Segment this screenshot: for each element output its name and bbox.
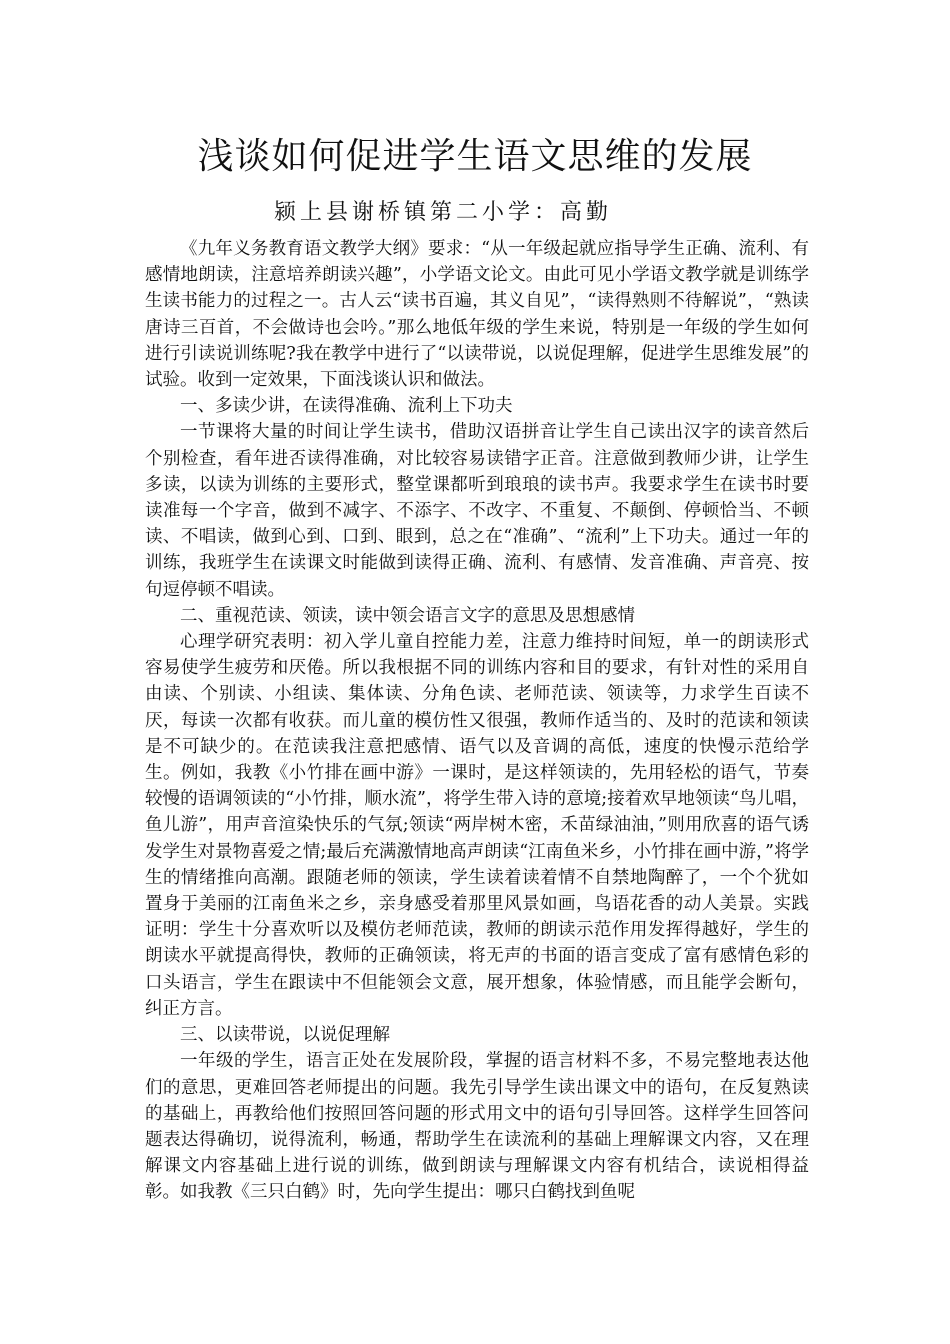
- author-line: 颍上县谢桥镇第二小学：高勤: [274, 200, 613, 225]
- article-body: [145, 236, 809, 1206]
- section-heading-3: 三、以读带说，以说促理解: [180, 1025, 390, 1046]
- section-heading-2: 二、重视范读、领读，读中领会语言文字的意思及思想感情: [180, 605, 635, 626]
- section-heading-1: 一、多读少讲，在读得准确、流利上下功夫: [180, 396, 513, 417]
- section-paragraph-3: 一年级的学生，语言正处在发展阶段，掌握的语言材料不多，不易完整地表达他们的意思，更难回答老师提出的问题。我先引导学生读出课文中的语句，在反复熟读的基础上，再教给他们按照回答问题的形式用文中的语句引导回答。这样学生回答问题表达得确切，说得流利，畅通，帮助学生在读流利的基础上理解课文内容，又在理解课文内容基础上进行说的训练，做到朗读与理解课文内容有机结合，读说相得益彰。如我教《三只白鹤》时，先向学生提出：哪只白鹤找到鱼呢: [145, 1051, 809, 1203]
- page-title: 浅谈如何促进学生语文思维的发展: [197, 136, 753, 177]
- section-paragraph-2: 心理学研究表明：初入学儿童自控能力差，注意力维持时间短，单一的朗读形式容易使学生疲劳和厌倦。所以我根据不同的训练内容和目的要求，有针对性的采用自由读、个别读、小组读、集体读、分角色读、老师范读、领读等，力求学生百读不厌，每读一次都有收获。而儿童的模仿性又很强，教师作适当的、及时的范读和领读是不可缺少的。在范读我注意把感情、语气以及音调的高低，速度的快慢示范给学生。例如，我教《小竹排在画中游》一课时，是这样领读的，先用轻松的语气，节奏较慢的语调领读的“小竹排，顺水流”，将学生带入诗的意境;接着欢早地领读“鸟儿唱，鱼儿游”，用声音渲染快乐的气氛;领读“两岸树木密，禾苗绿油油，”则用欣喜的语气诱发学生对景物喜爱之情;最后充满激情地高声朗读“江南鱼米乡，小竹排在画中游，”将学生的情绪推向高潮。跟随老师的领读，学生读着读着情不自禁地陶醉了，一个个犹如置身于美丽的江南鱼米之乡，亲身感受着那里风景如画，鸟语花香的动人美景。实践证明：学生十分喜欢听以及模仿老师范读，教师的朗读示范作用发挥得越好，学生的朗读水平就提高得快，教师的正确领读，将无声的书面的语言变成了富有感情色彩的口头语言，学生在跟读中不但能领会文意，展开想象，体验情感，而且能学会断句，纠正方言。: [145, 632, 809, 1019]
- intro-paragraph: 《九年义务教育语文教学大纲》要求：“从一年级起就应指导学生正确、流利、有感情地朗读，注意培养朗读兴趣”，小学语文论文。由此可见小学语文教学就是训练学生读书能力的过程之一。古人云“读书百遍，其义自见”，“读得熟则不待解说”，“熟读唐诗三百首，不会做诗也会吟。”那么地低年级的学生来说，特别是一年级的学生如何进行引读说训练呢?我在教学中进行了“以读带说，以说促理解，促进学生思维发展”的试验。收到一定效果，下面浅谈认识和做法。: [145, 239, 809, 391]
- section-paragraph-1: 一节课将大量的时间让学生读书，借助汉语拼音让学生自己读出汉字的读音然后个别检查，看年进否读得准确，对比较容易读错字正音。注意做到教师少讲，让学生多读，以读为训练的主要形式，整堂课都听到琅琅的读书声。我要求学生在读书时要读准每一个字音，做到不减字、不添字、不改字、不重复、不颠倒、停顿恰当、不顿读、不唱读，做到心到、口到、眼到，总之在“准确”、“流利”上下功夫。通过一年的训练，我班学生在读课文时能做到读得正确、流利、有感情、发音准确、声音亮、按句逗停顿不唱读。: [145, 422, 809, 600]
